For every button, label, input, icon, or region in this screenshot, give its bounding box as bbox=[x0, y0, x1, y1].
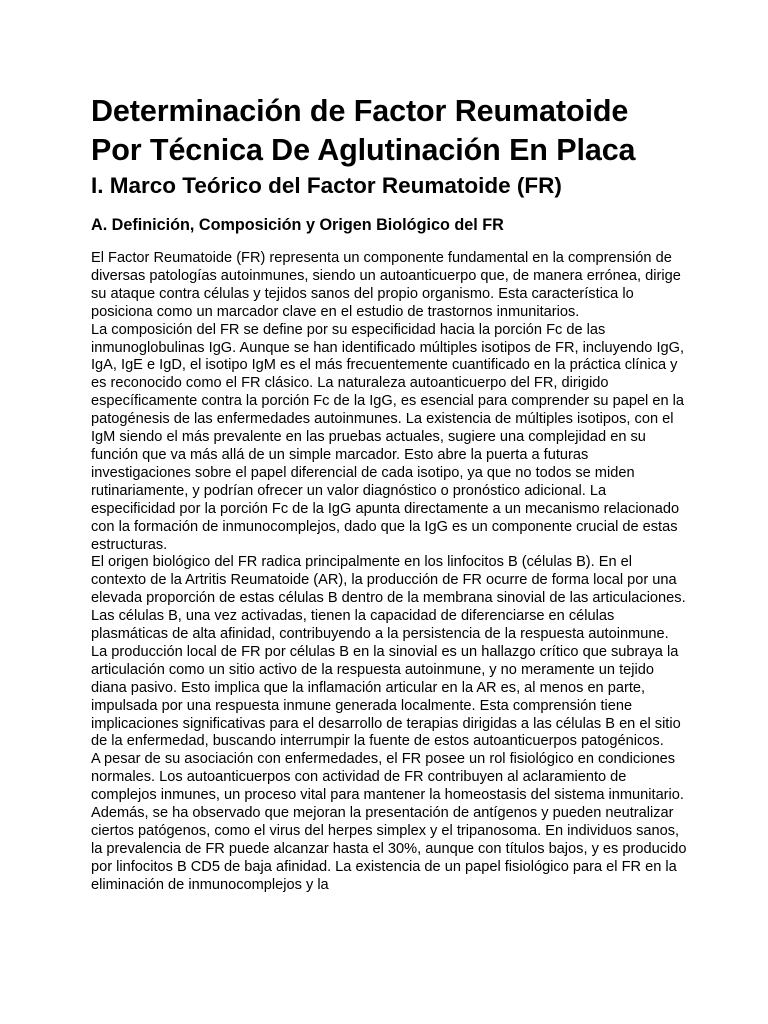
document-page bbox=[91, 92, 687, 895]
document-body bbox=[91, 250, 687, 895]
paragraph-definition: El Factor Reumatoide (FR) representa un componente fundamental en la comprensión de diversas patologías autoinmunes, siendo un autoanticuerpo que, de manera errónea, dirige su ataque contra células y tejidos sanos del propio organismo. Esta característica lo posiciona como un marcador clave en el estudio de trastornos inmunitarios. bbox=[91, 250, 681, 320]
subsection-title: A. Definición, Composición y Origen Biológico del FR bbox=[91, 216, 504, 234]
paragraph-physiological-role: A pesar de su asociación con enfermedades, el FR posee un rol fisiológico en condiciones normales. Los autoanticuerpos con actividad de FR contribuyen al aclaramiento de complejos inmunes, un proceso vital para mantener la homeostasis del sistema inmunitario. Además, se ha observado que mejoran la presentación de antígenos y pueden neutralizar ciertos patógenos, como el virus del herpes simplex y el tripanosoma. En individuos sanos, la prevalencia de FR puede alcanzar hasta el 30%, aunque con títulos bajos, y es producido por linfocitos B CD5 de baja afinidad. La existencia de un papel fisiológico para el FR en la eliminación de inmunocomplejos y la bbox=[91, 751, 687, 893]
document-title bbox=[91, 92, 687, 170]
paragraph-composition: La composición del FR se define por su especificidad hacia la porción Fc de las inmunoglobulinas IgG. Aunque se han identificado múltiples isotipos de FR, incluyendo IgG, IgA, IgE e IgD, el isotipo IgM es el más frecuentemente cuantificado en la práctica clínica y es reconocido como el FR clásico. La naturaleza autoanticuerpo del FR, dirigido específicamente contra la porción Fc de la IgG, es esencial para comprender su papel en la patogénesis de las enfermedades autoinmunes. La existencia de múltiples isotipos, con el IgM siendo el más prevalente en las pruebas actuales, sugiere una complejidad en su función que va más allá de un simple marcador. Esto abre la puerta a futuras investigaciones sobre el papel diferencial de cada isotipo, ya que no todos se miden rutinariamente, y podrían ofrecer un valor diagnóstico o pronóstico adicional. La especificidad por la porción Fc de la IgG apunta directamente a un mecanismo relacionado con la formación de inmunocomplejos, dado que la IgG es un componente crucial de estas estructuras. bbox=[91, 321, 685, 553]
section-title: I. Marco Teórico del Factor Reumatoide (FR) bbox=[91, 173, 562, 198]
document-title-line-1: Determinación de Factor Reumatoide bbox=[91, 94, 629, 128]
document-title-line-2: Por Técnica De Aglutinación En Placa bbox=[91, 133, 636, 167]
paragraph-origin: El origen biológico del FR radica principalmente en los linfocitos B (células B). En el contexto de la Artritis Reumatoide (AR), la producción de FR ocurre de forma local por una elevada proporción de estas células B dentro de la membrana sinovial de las articulaciones. Las células B, una vez activadas, tienen la capacidad de diferenciarse en células plasmáticas de alta afinidad, contribuyendo a la persistencia de la respuesta autoinmune. La producción local de FR por células B en la sinovial es un hallazgo crítico que subraya la articulación como un sitio activo de la respuesta autoinmune, y no meramente un tejido diana pasivo. Esto implica que la inflamación articular en la AR es, al menos en parte, impulsada por una respuesta inmune generada localmente. Esta comprensión tiene implicaciones significativas para el desarrollo de terapias dirigidas a las células B en el sitio de la enfermedad, buscando interrumpir la fuente de estos autoanticuerpos patogénicos. bbox=[91, 554, 686, 750]
